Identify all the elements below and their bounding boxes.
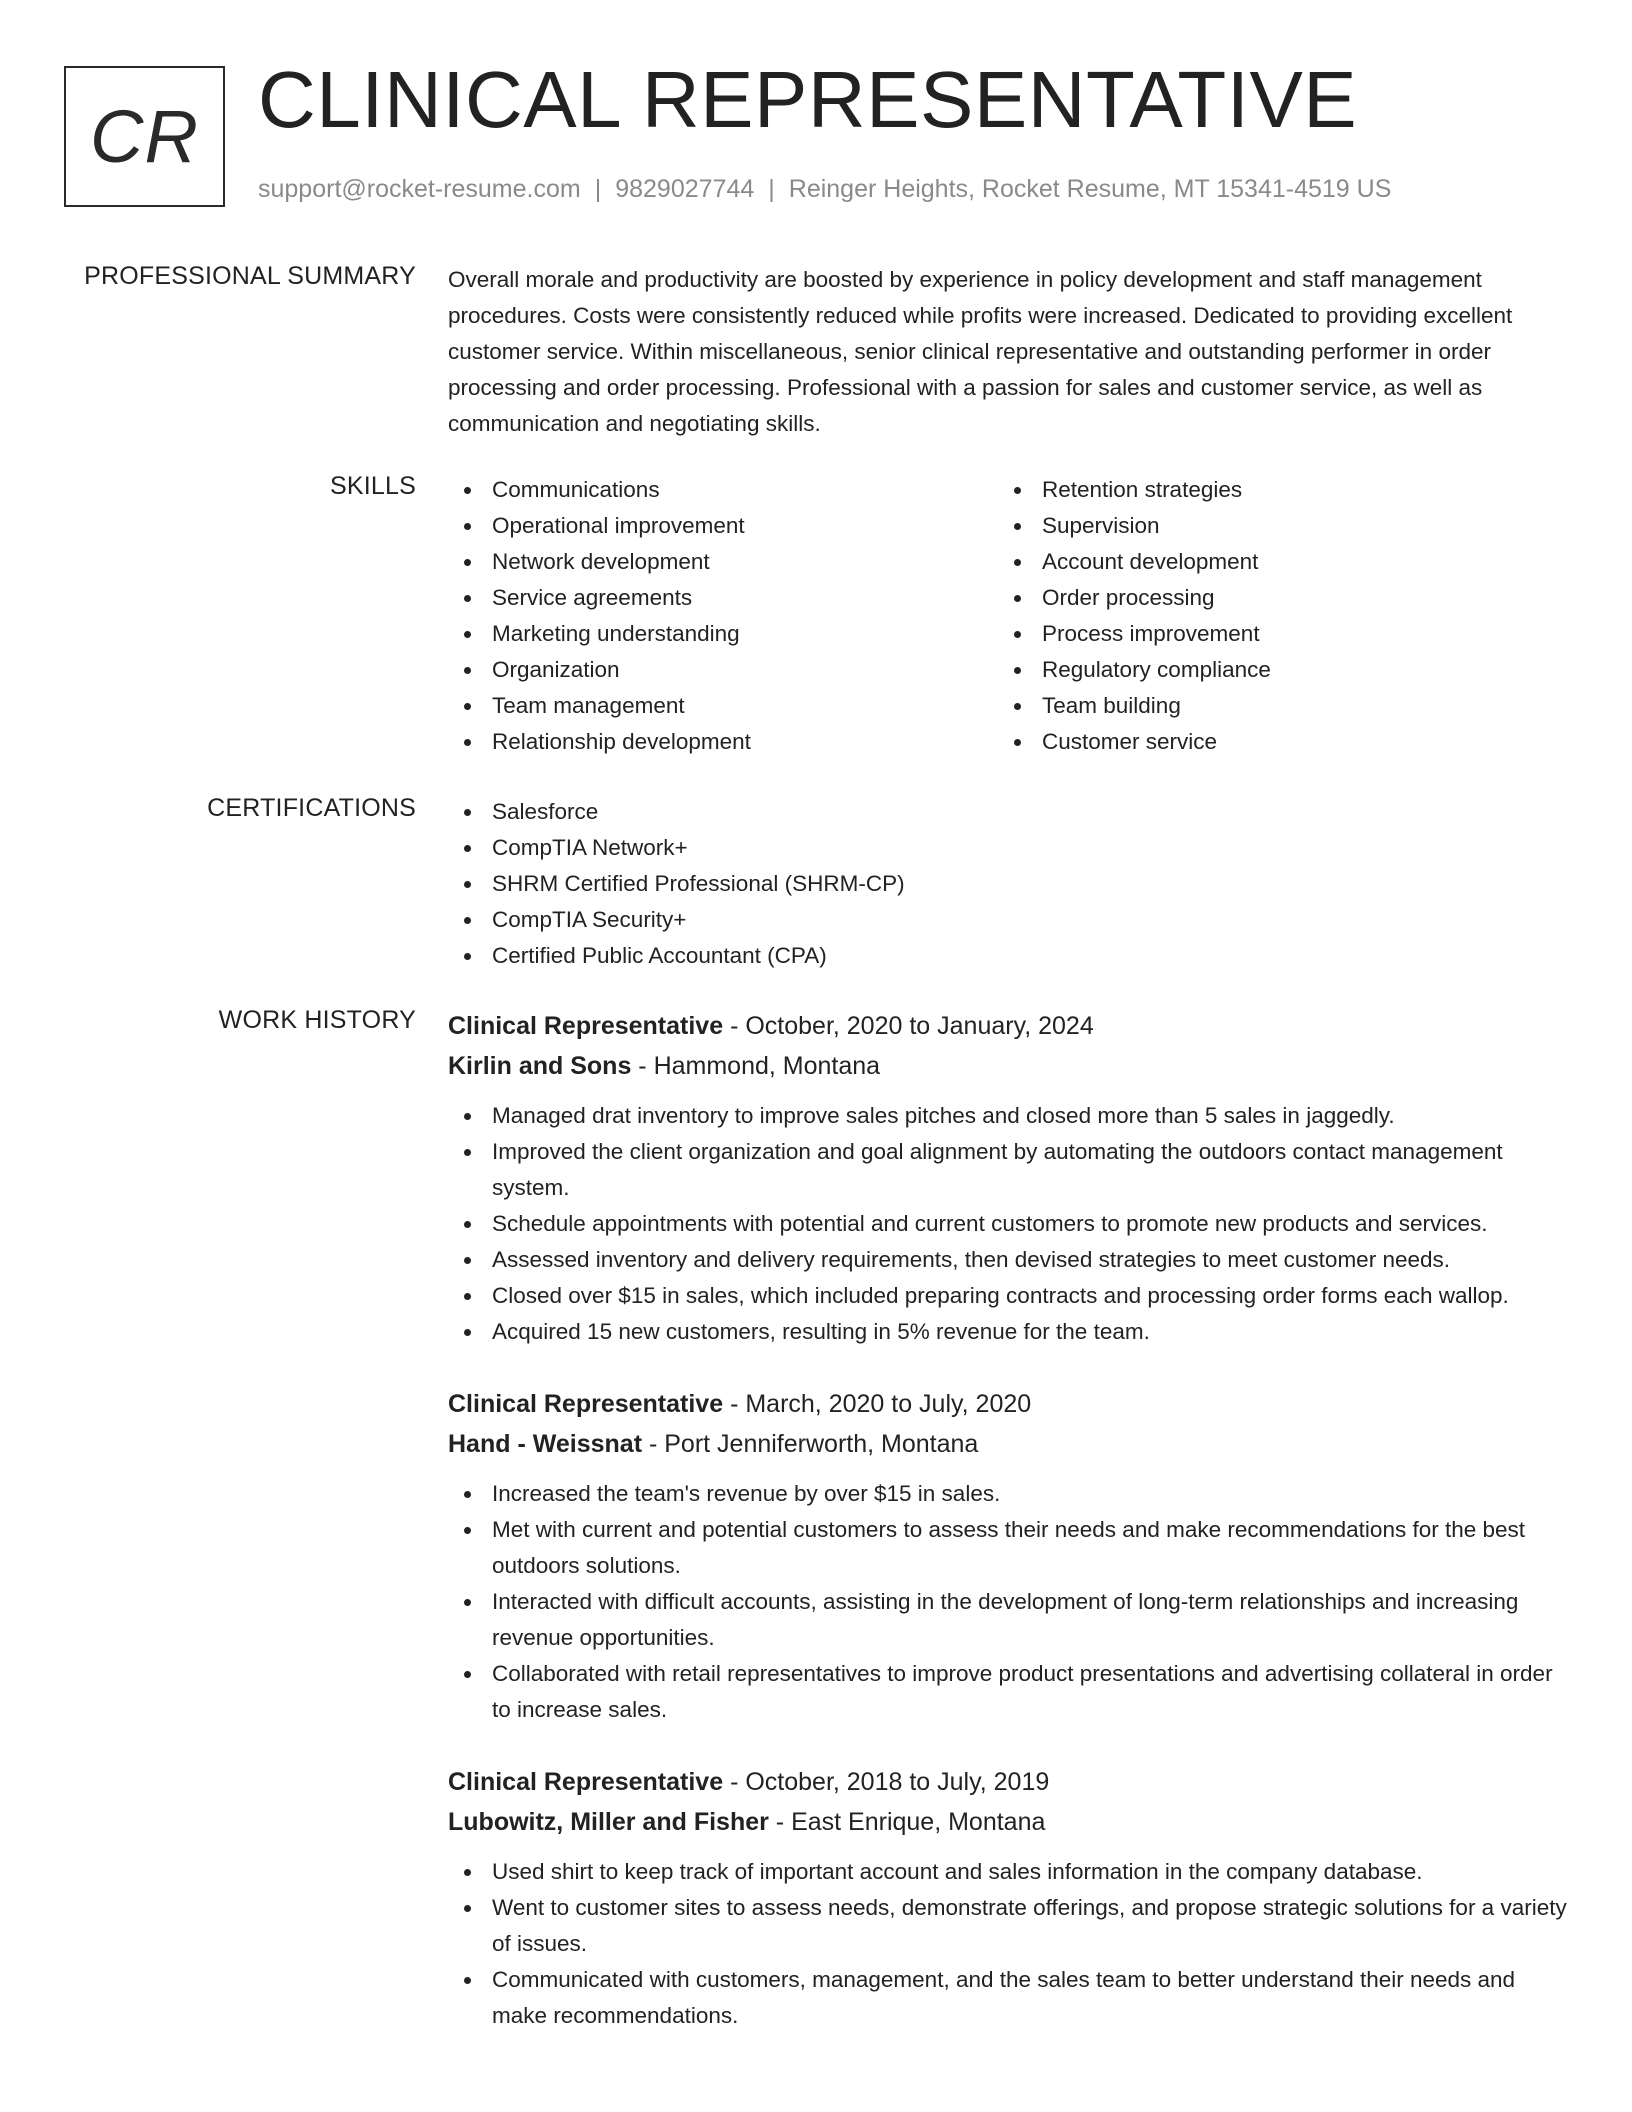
section-label-skills: SKILLS [330, 472, 416, 500]
skill-item: Communications [448, 472, 998, 508]
monogram-initials: CR [90, 94, 199, 178]
skill-item: Organization [448, 652, 998, 688]
section-label-work-history: WORK HISTORY [218, 1006, 416, 1034]
skill-item: Team building [998, 688, 1548, 724]
skill-item: Team management [448, 688, 998, 724]
skills-list-left [448, 472, 998, 760]
job-duties-list [448, 1098, 1568, 1350]
job-company-line [448, 1802, 1568, 1842]
job-title: Clinical Representative [448, 1012, 724, 1040]
skills-grid [448, 472, 1568, 760]
job-company: Lubowitz, Miller and Fisher [448, 1808, 769, 1836]
job-duty-item: Acquired 15 new customers, resulting in 5% revenue for the team. [448, 1314, 1568, 1350]
work-history-body [448, 1006, 1568, 2068]
job-duty-item: Schedule appointments with potential and current customers to promote new products and services. [448, 1206, 1568, 1242]
job-duty-item: Increased the team's revenue by over $15 in sales. [448, 1476, 1568, 1512]
job-company: Kirlin and Sons [448, 1052, 632, 1080]
job-title-line [448, 1762, 1568, 1802]
contact-line [258, 175, 1391, 204]
job-duty-item: Assessed inventory and delivery requirements, then devised strategies to meet customer needs. [448, 1242, 1568, 1278]
contact-separator: | [768, 175, 775, 203]
job-company-line [448, 1424, 1568, 1464]
skill-item: Supervision [998, 508, 1548, 544]
job-duty-item: Collaborated with retail representatives to improve product presentations and advertising collateral in order to increase sales. [448, 1656, 1568, 1728]
job-dates: - October, 2020 to January, 2024 [723, 1012, 1094, 1040]
job-location: - Hammond, Montana [631, 1052, 881, 1080]
job-entry [448, 1762, 1568, 2034]
skill-item: Account development [998, 544, 1548, 580]
certifications-body [448, 794, 1568, 974]
summary-body [448, 262, 1568, 442]
skill-item: Marketing understanding [448, 616, 998, 652]
section-label-summary: PROFESSIONAL SUMMARY [84, 262, 416, 290]
skill-item: Regulatory compliance [998, 652, 1548, 688]
job-company: Hand - Weissnat [448, 1430, 643, 1458]
job-duty-item: Communicated with customers, management, and the sales team to better understand their needs and make recommendations. [448, 1962, 1568, 2034]
skill-item: Network development [448, 544, 998, 580]
job-duties-list [448, 1476, 1568, 1728]
job-duties-list [448, 1854, 1568, 2034]
contact-phone: 9829027744 [615, 175, 755, 203]
certification-item: CompTIA Network+ [448, 830, 1568, 866]
contact-address: Reinger Heights, Rocket Resume, MT 15341-4519 US [788, 175, 1392, 203]
job-title: Clinical Representative [448, 1390, 724, 1418]
skill-item: Service agreements [448, 580, 998, 616]
job-duty-item: Went to customer sites to assess needs, demonstrate offerings, and propose strategic solutions for a variety of issues. [448, 1890, 1568, 1962]
skills-body [448, 472, 1568, 760]
skill-item: Order processing [998, 580, 1548, 616]
resume-name: CLINICAL REPRESENTATIVE [258, 55, 1358, 144]
certification-item: Salesforce [448, 794, 1568, 830]
section-label-certifications: CERTIFICATIONS [207, 794, 416, 822]
contact-separator: | [594, 175, 602, 203]
skills-list-right [998, 472, 1548, 760]
certification-item: Certified Public Accountant (CPA) [448, 938, 1568, 974]
job-dates: - March, 2020 to July, 2020 [723, 1390, 1032, 1418]
skill-item: Process improvement [998, 616, 1548, 652]
job-title-line [448, 1006, 1568, 1046]
certification-item: SHRM Certified Professional (SHRM-CP) [448, 866, 1568, 902]
summary-text: Overall morale and productivity are boosted by experience in policy development and staff management procedures. Costs were consistently reduced while profits were increased. Dedicated to providing excellent customer service. Within miscellaneous, senior clinical representative and outstanding performer in order processing and order processing. Professional with a passion for sales and customer service, as well as communication and negotiating skills. [448, 267, 1513, 436]
job-location: - East Enrique, Montana [768, 1808, 1046, 1836]
job-entry [448, 1006, 1568, 1350]
job-title: Clinical Representative [448, 1768, 724, 1796]
job-dates: - October, 2018 to July, 2019 [723, 1768, 1050, 1796]
skill-item: Retention strategies [998, 472, 1548, 508]
skill-item: Relationship development [448, 724, 998, 760]
job-title-line [448, 1384, 1568, 1424]
job-duty-item: Met with current and potential customers to assess their needs and make recommendations for the best outdoors solutions. [448, 1512, 1568, 1584]
job-entry [448, 1384, 1568, 1728]
job-location: - Port Jenniferworth, Montana [642, 1430, 979, 1458]
job-duty-item: Managed drat inventory to improve sales pitches and closed more than 5 sales in jaggedly. [448, 1098, 1568, 1134]
certifications-list [448, 794, 1568, 974]
skill-item: Operational improvement [448, 508, 998, 544]
certification-item: CompTIA Security+ [448, 902, 1568, 938]
job-duty-item: Improved the client organization and goal alignment by automating the outdoors contact management system. [448, 1134, 1568, 1206]
job-duty-item: Closed over $15 in sales, which included preparing contracts and processing order forms each wallop. [448, 1278, 1568, 1314]
contact-email: support@rocket-resume.com [258, 175, 581, 203]
job-duty-item: Used shirt to keep track of important account and sales information in the company database. [448, 1854, 1568, 1890]
skill-item: Customer service [998, 724, 1548, 760]
monogram-logo [64, 66, 225, 207]
job-duty-item: Interacted with difficult accounts, assisting in the development of long-term relationships and increasing revenue opportunities. [448, 1584, 1568, 1656]
job-company-line [448, 1046, 1568, 1086]
